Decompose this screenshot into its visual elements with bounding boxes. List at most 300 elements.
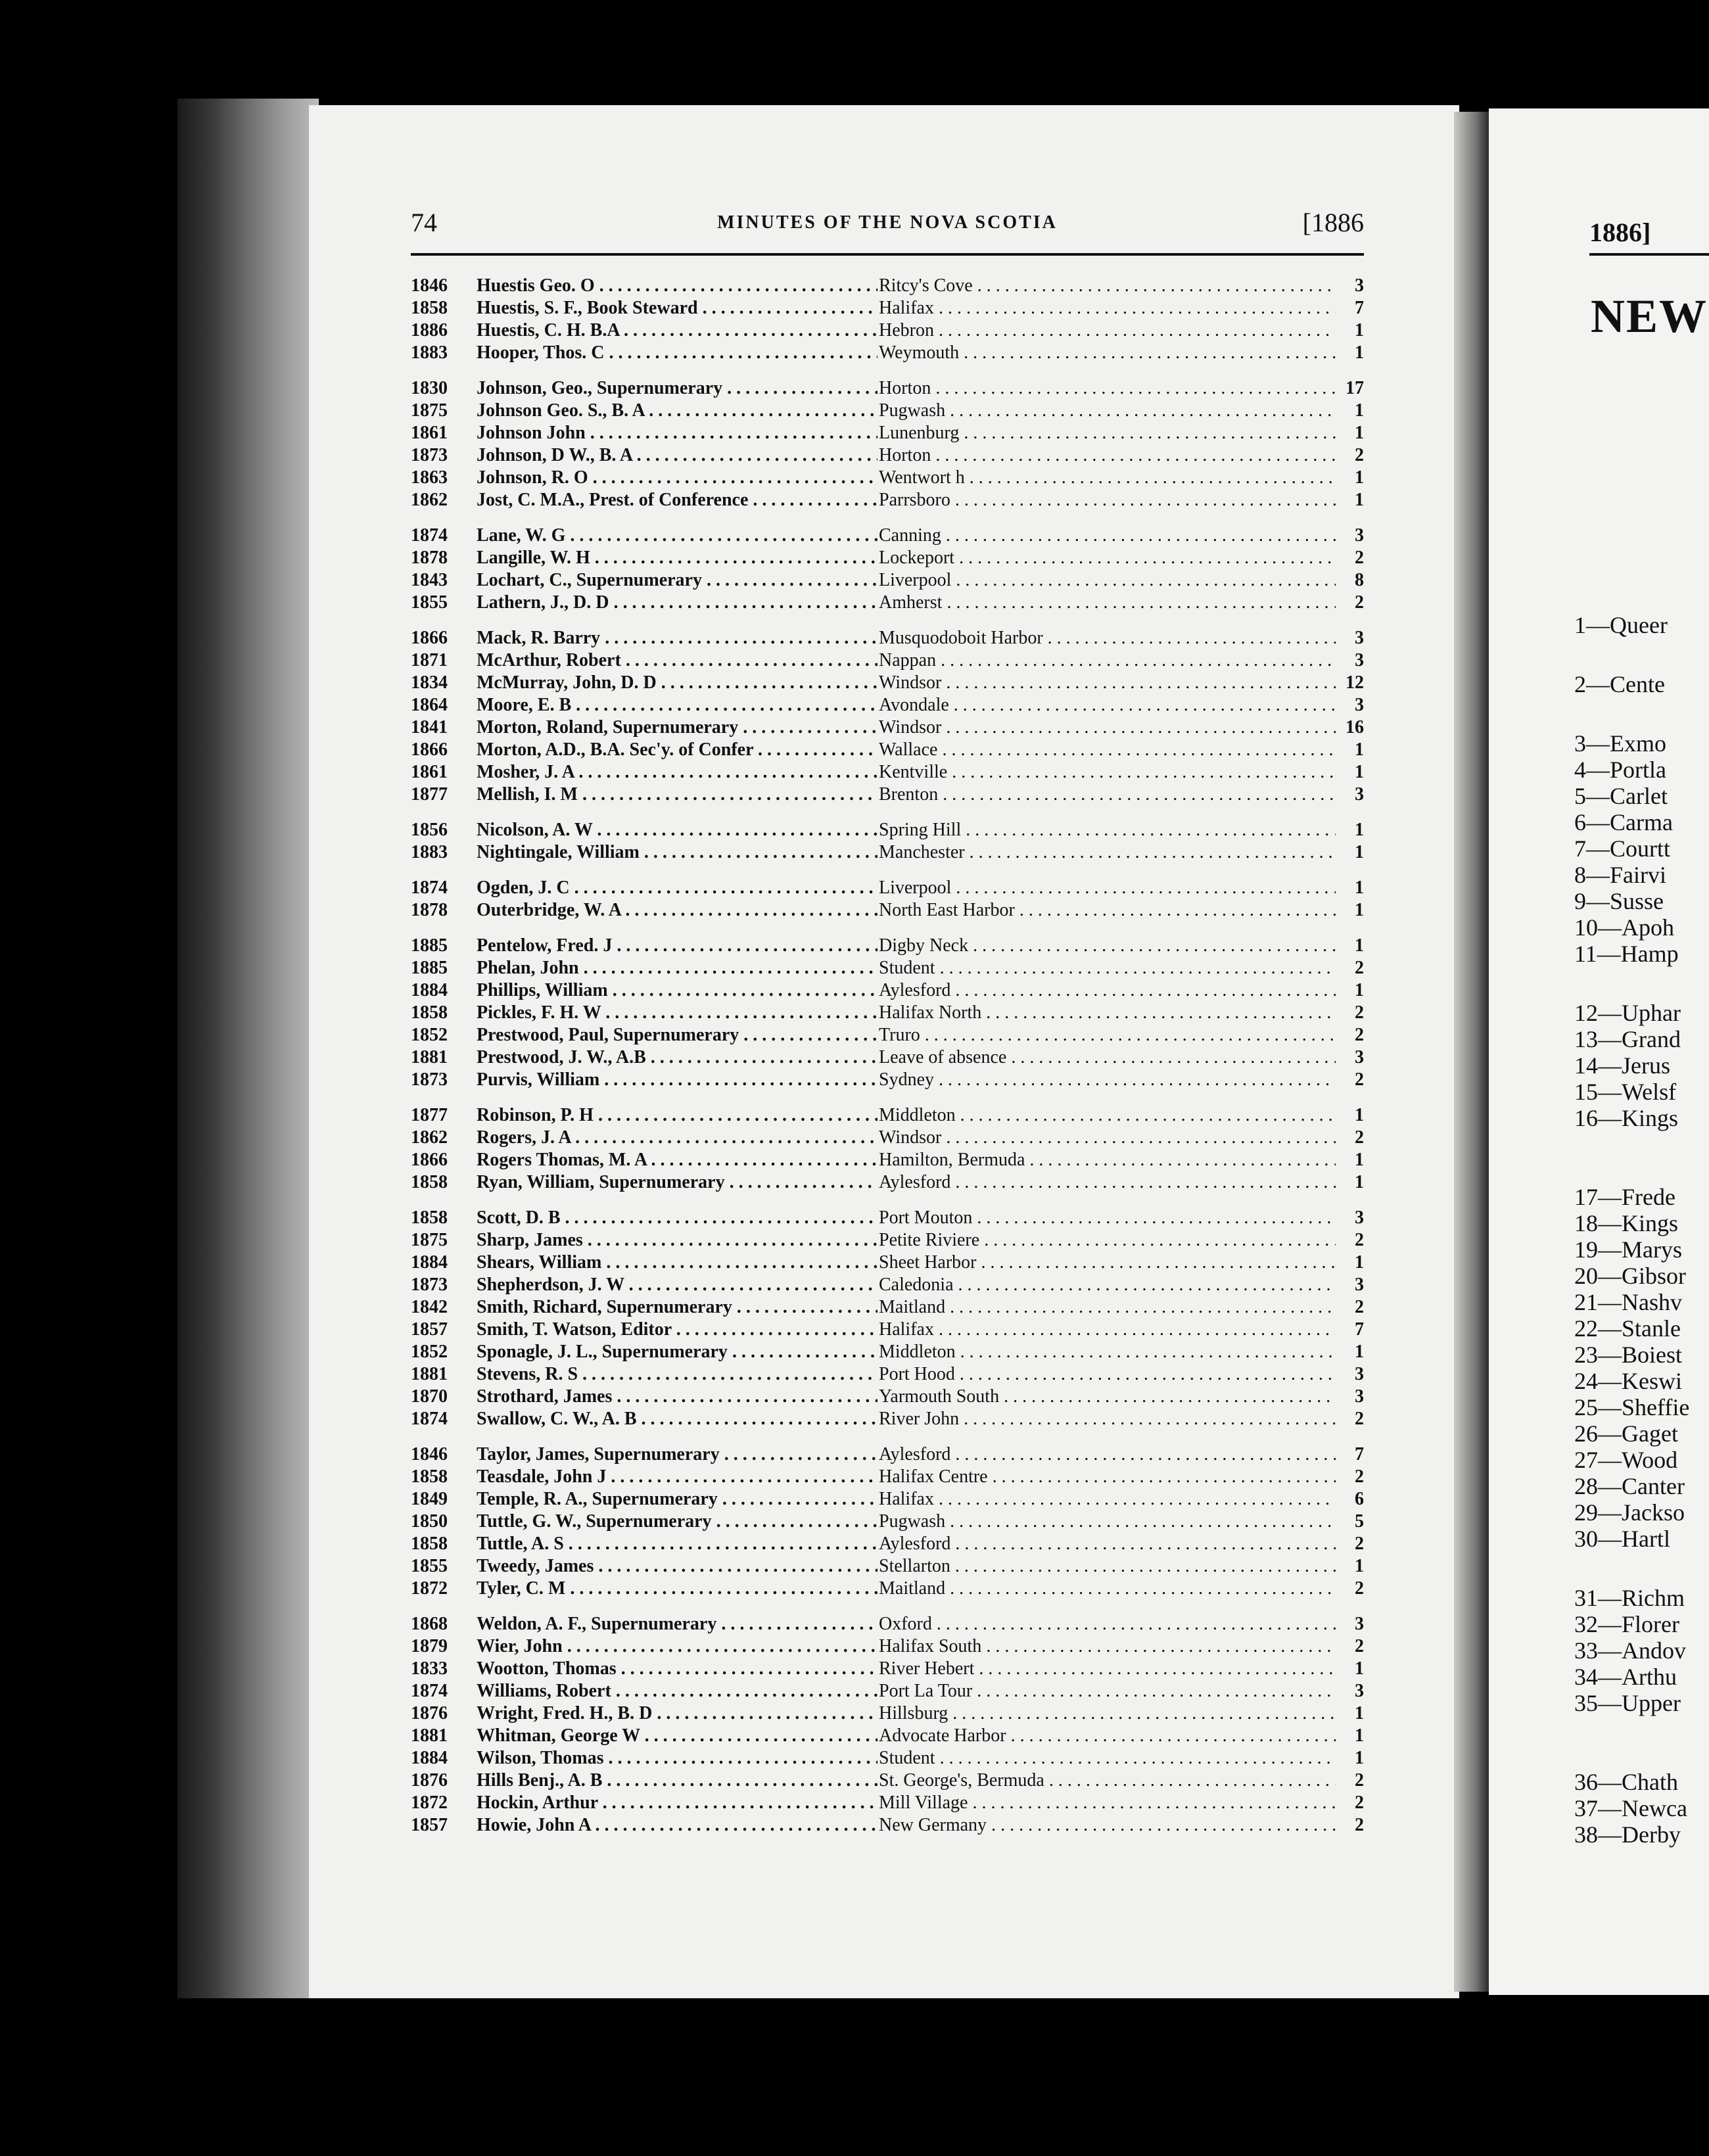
entry-station: Kentville . . .: [879, 761, 1336, 784]
entry-station: Aylesford . . .: [879, 1533, 1336, 1555]
entry-years: 3: [1355, 275, 1364, 296]
entry-name: Swallow, C. W., A. B . . .: [477, 1408, 878, 1430]
entry-year: 1881: [411, 1364, 448, 1384]
entry-name: McArthur, Robert . . .: [477, 649, 878, 672]
entry-station: Wentwort h . . .: [879, 467, 1336, 489]
entry-station: Wallace . . .: [879, 739, 1336, 761]
list-item: [411, 957, 1364, 979]
entry-name: Pickles, F. H. W . . .: [477, 1002, 878, 1024]
entry-years: 16: [1346, 717, 1364, 738]
entry-station: Lunenburg . . .: [879, 422, 1336, 444]
entry-year: 1881: [411, 1725, 448, 1746]
entry-years: 2: [1355, 592, 1364, 613]
entry-year: 1856: [411, 820, 448, 840]
entry-year: 1884: [411, 1252, 448, 1273]
list-item: [411, 547, 1364, 569]
list-item: [411, 1127, 1364, 1149]
list-item: [411, 422, 1364, 444]
entry-years: 1: [1355, 467, 1364, 488]
entry-name: Phelan, John . . .: [477, 957, 878, 979]
list-item: [411, 1635, 1364, 1658]
entry-year: 1875: [411, 400, 448, 421]
entry-station: Nappan . . .: [879, 649, 1336, 672]
entry-name: Lochart, C., Supernumerary . . .: [477, 569, 878, 592]
list-item: [411, 1555, 1364, 1578]
list-item: [411, 1046, 1364, 1069]
entry-year: 1830: [411, 378, 448, 398]
entry-years: 1: [1355, 1658, 1364, 1679]
entry-station: New Germany . . .: [879, 1814, 1336, 1837]
list-item: [411, 1252, 1364, 1274]
list-item: [411, 1488, 1364, 1511]
entry-years: 2: [1355, 1578, 1364, 1599]
list-item: [411, 784, 1364, 806]
entry-station: Halifax . . .: [879, 297, 1336, 319]
entry-year: 1852: [411, 1342, 448, 1362]
entry-name: Jost, C. M.A., Prest. of Conference . . .: [477, 489, 878, 511]
entry-station: Port Mouton . . .: [879, 1207, 1336, 1229]
list-item: [411, 819, 1364, 841]
entry-name: Tweedy, James . . .: [477, 1555, 878, 1578]
entry-name: Johnson, D W., B. A . . .: [477, 444, 878, 467]
entry-name: Tuttle, G. W., Supernumerary . . .: [477, 1511, 878, 1533]
entry-name: Moore, E. B . . .: [477, 694, 878, 716]
list-item: [411, 761, 1364, 784]
entry-station: Petite Riviere . . .: [879, 1229, 1336, 1252]
right-list-item: 4—Portla: [1574, 757, 1666, 783]
entry-name: Nightingale, William . . .: [477, 841, 878, 864]
entry-year: 1858: [411, 1466, 448, 1487]
entry-station: Horton . . .: [879, 444, 1336, 467]
entry-year: 1846: [411, 1444, 448, 1465]
entry-years: 3: [1355, 1614, 1364, 1634]
list-item: [411, 1443, 1364, 1466]
entry-station: Brenton . . .: [879, 784, 1336, 806]
list-item: [411, 1207, 1364, 1229]
list-item: [411, 1149, 1364, 1171]
entry-name: Wright, Fred. H., B. D . . .: [477, 1702, 878, 1725]
entry-year: 1864: [411, 695, 448, 715]
entry-name: McMurray, John, D. D . . .: [477, 672, 878, 694]
entry-name: Shears, William . . .: [477, 1252, 878, 1274]
list-item: [411, 1274, 1364, 1296]
entry-years: 2: [1355, 548, 1364, 568]
entry-years: 3: [1355, 1275, 1364, 1295]
entry-station: Maitland . . .: [879, 1296, 1336, 1319]
entry-name: Lane, W. G . . .: [477, 525, 878, 547]
entry-station: Musquodoboit Harbor . . .: [879, 627, 1336, 649]
entry-years: 3: [1355, 525, 1364, 546]
list-item: [411, 400, 1364, 422]
entry-year: 1855: [411, 1556, 448, 1576]
entry-station: Caledonia . . .: [879, 1274, 1336, 1296]
right-list-item: 9—Susse: [1574, 888, 1664, 914]
entry-station: Middleton . . .: [879, 1104, 1336, 1127]
entry-station: Liverpool . . .: [879, 569, 1336, 592]
list-item: [411, 1613, 1364, 1635]
entry-name: Phillips, William . . .: [477, 979, 878, 1002]
entry-station: River Hebert . . .: [879, 1658, 1336, 1680]
right-list-item: 28—Canter: [1574, 1473, 1685, 1499]
entry-years: 1: [1355, 342, 1364, 363]
entry-years: 1: [1355, 762, 1364, 782]
entry-years: 3: [1355, 650, 1364, 670]
entry-years: 1: [1355, 1252, 1364, 1273]
entry-years: 1: [1355, 1342, 1364, 1362]
list-item: [411, 1658, 1364, 1680]
entry-name: Mellish, I. M . . .: [477, 784, 878, 806]
entry-name: Pentelow, Fred. J . . .: [477, 935, 878, 957]
entry-years: 1: [1355, 423, 1364, 443]
list-item: [411, 935, 1364, 957]
entry-station: Oxford . . .: [879, 1613, 1336, 1635]
entry-years: 3: [1355, 784, 1364, 805]
entry-station: Port La Tour . . .: [879, 1680, 1336, 1702]
list-item: [411, 1363, 1364, 1386]
entry-years: 2: [1355, 1770, 1364, 1791]
right-list-item: 36—Chath: [1574, 1769, 1678, 1795]
entry-name: Tuttle, A. S . . .: [477, 1533, 878, 1555]
list-item: [411, 877, 1364, 899]
entry-year: 1862: [411, 490, 448, 510]
list-item: [411, 627, 1364, 649]
entry-year: 1842: [411, 1297, 448, 1317]
entry-station: Hebron . . .: [879, 319, 1336, 342]
entry-year: 1876: [411, 1703, 448, 1723]
list-item: [411, 319, 1364, 342]
entry-station: Halifax North . . .: [879, 1002, 1336, 1024]
entry-years: 2: [1355, 1230, 1364, 1250]
entry-year: 1874: [411, 1681, 448, 1701]
right-list-item: 6—Carma: [1574, 809, 1673, 835]
entry-station: St. George's, Bermuda . . .: [879, 1769, 1336, 1792]
right-list-item: 12—Uphar: [1574, 1000, 1681, 1026]
entry-years: 2: [1355, 1466, 1364, 1487]
entry-years: 3: [1355, 1047, 1364, 1067]
right-header-year: 1886]: [1589, 218, 1651, 247]
right-list-item: 35—Upper: [1574, 1690, 1681, 1716]
entry-name: Morton, A.D., B.A. Sec'y. of Confer . . .: [477, 739, 878, 761]
entry-name: Outerbridge, W. A . . .: [477, 899, 878, 922]
list-item: [411, 1024, 1364, 1046]
right-list-item: 23—Boiest: [1574, 1342, 1683, 1368]
entry-years: 1: [1355, 842, 1364, 862]
list-item: [411, 1792, 1364, 1814]
entry-station: Advocate Harbor . . .: [879, 1725, 1336, 1747]
list-item: [411, 1814, 1364, 1837]
right-list-item: 29—Jackso: [1574, 1499, 1685, 1526]
entry-years: 1: [1355, 490, 1364, 510]
entry-station: Canning . . .: [879, 525, 1336, 547]
entry-name: Prestwood, Paul, Supernumerary . . .: [477, 1024, 878, 1046]
entry-name: Tyler, C. M . . .: [477, 1578, 878, 1600]
entry-name: Hooper, Thos. C . . .: [477, 342, 878, 364]
entry-year: 1871: [411, 650, 448, 670]
list-item: [411, 1229, 1364, 1252]
book-spine: [177, 99, 319, 1998]
entry-name: Robinson, P. H . . .: [477, 1104, 878, 1127]
entry-years: 3: [1355, 695, 1364, 715]
entry-name: Purvis, William . . .: [477, 1069, 878, 1091]
entry-years: 7: [1355, 1444, 1364, 1465]
entry-station: Aylesford . . .: [879, 1171, 1336, 1194]
entry-year: 1874: [411, 525, 448, 546]
entry-years: 5: [1355, 1511, 1364, 1532]
entry-station: Windsor . . .: [879, 1127, 1336, 1149]
entry-year: 1868: [411, 1614, 448, 1634]
right-list-item: 8—Fairvi: [1574, 862, 1666, 888]
entry-name: Johnson Geo. S., B. A . . .: [477, 400, 878, 422]
entry-station: Halifax . . .: [879, 1319, 1336, 1341]
entry-years: 2: [1355, 1815, 1364, 1835]
list-item: [411, 1578, 1364, 1600]
entry-years: 1: [1355, 1150, 1364, 1170]
entry-year: 1858: [411, 298, 448, 318]
entry-name: Scott, D. B . . .: [477, 1207, 878, 1229]
entry-year: 1874: [411, 878, 448, 898]
entry-name: Huestis, S. F., Book Steward . . .: [477, 297, 878, 319]
entry-years: 7: [1355, 1319, 1364, 1340]
entry-year: 1873: [411, 445, 448, 465]
entry-year: 1855: [411, 592, 448, 613]
entry-station: Stellarton . . .: [879, 1555, 1336, 1578]
right-list-item: 19—Marys: [1574, 1236, 1682, 1263]
entry-name: Weldon, A. F., Supernumerary . . .: [477, 1613, 878, 1635]
list-item: [411, 1747, 1364, 1769]
entry-years: 2: [1355, 1002, 1364, 1023]
entry-name: Smith, T. Watson, Editor . . .: [477, 1319, 878, 1341]
entry-station: Weymouth . . .: [879, 342, 1336, 364]
entry-year: 1883: [411, 842, 448, 862]
right-header-rule: [1589, 253, 1709, 256]
entry-years: 2: [1355, 445, 1364, 465]
entry-years: 1: [1355, 878, 1364, 898]
page-header: [411, 207, 1364, 246]
entry-year: 1852: [411, 1025, 448, 1045]
entry-years: 1: [1355, 1556, 1364, 1576]
entry-station: Hillsburg . . .: [879, 1702, 1336, 1725]
right-list-item: 27—Wood: [1574, 1447, 1678, 1473]
right-list-item: 37—Newca: [1574, 1795, 1687, 1821]
entry-year: 1866: [411, 1150, 448, 1170]
entry-years: 2: [1355, 1127, 1364, 1148]
entry-station: Hamilton, Bermuda . . .: [879, 1149, 1336, 1171]
right-list-item: 38—Derby: [1574, 1821, 1681, 1848]
right-list-item: 3—Exmo: [1574, 730, 1666, 757]
entry-name: Wootton, Thomas . . .: [477, 1658, 878, 1680]
entry-year: 1858: [411, 1534, 448, 1554]
list-item: [411, 672, 1364, 694]
entry-years: 2: [1355, 1793, 1364, 1813]
header-rule: [411, 253, 1364, 256]
entry-name: Lathern, J., D. D . . .: [477, 592, 878, 614]
entry-name: Temple, R. A., Supernumerary . . .: [477, 1488, 878, 1511]
right-list-item: 32—Florer: [1574, 1611, 1679, 1637]
entry-year: 1876: [411, 1770, 448, 1791]
list-item: [411, 1680, 1364, 1702]
entry-station: Amherst . . .: [879, 592, 1336, 614]
right-list-item: 1—Queer: [1574, 612, 1668, 638]
entry-station: North East Harbor . . .: [879, 899, 1336, 922]
entry-years: 3: [1355, 1207, 1364, 1228]
entry-year: 1857: [411, 1319, 448, 1340]
entry-years: 1: [1355, 1105, 1364, 1125]
entry-station: Ritcy's Cove . . .: [879, 275, 1336, 297]
entry-name: Ogden, J. C . . .: [477, 877, 878, 899]
right-page-heading: NEW: [1591, 290, 1708, 342]
entry-station: Aylesford . . .: [879, 979, 1336, 1002]
entry-name: Smith, Richard, Supernumerary . . .: [477, 1296, 878, 1319]
entry-years: 2: [1355, 1534, 1364, 1554]
header-year: [1886: [1302, 208, 1364, 237]
right-list-item: 20—Gibsor: [1574, 1263, 1686, 1289]
entry-station: Windsor . . .: [879, 672, 1336, 694]
list-item: [411, 377, 1364, 400]
page-gutter: [1454, 112, 1490, 1992]
entry-years: 1: [1355, 935, 1364, 956]
entry-years: 1: [1355, 320, 1364, 340]
entry-year: 1858: [411, 1172, 448, 1192]
entry-station: Yarmouth South . . .: [879, 1386, 1336, 1408]
entry-years: 2: [1355, 1409, 1364, 1429]
entry-name: Mack, R. Barry . . .: [477, 627, 878, 649]
list-item: [411, 1533, 1364, 1555]
list-item: [411, 841, 1364, 864]
right-list-item: 2—Cente: [1574, 671, 1665, 697]
entry-name: Langille, W. H . . .: [477, 547, 878, 569]
entry-years: 2: [1355, 1297, 1364, 1317]
entry-year: 1874: [411, 1409, 448, 1429]
list-item: [411, 1702, 1364, 1725]
entry-year: 1884: [411, 1748, 448, 1768]
entry-year: 1883: [411, 342, 448, 363]
right-list-item: 34—Arthu: [1574, 1664, 1677, 1690]
entry-year: 1866: [411, 628, 448, 648]
entry-years: 3: [1355, 1386, 1364, 1407]
entry-year: 1858: [411, 1207, 448, 1228]
entry-years: 1: [1355, 400, 1364, 421]
entry-name: Howie, John A . . .: [477, 1814, 878, 1837]
entry-years: 1: [1355, 1725, 1364, 1746]
entry-year: 1849: [411, 1489, 448, 1509]
entry-station: Port Hood . . .: [879, 1363, 1336, 1386]
right-list-item: 11—Hamp: [1574, 941, 1679, 967]
entry-name: Wier, John . . .: [477, 1635, 878, 1658]
list-item: [411, 1171, 1364, 1194]
list-item: [411, 592, 1364, 614]
entry-years: 3: [1355, 1364, 1364, 1384]
entry-year: 1833: [411, 1658, 448, 1679]
entry-name: Johnson John . . .: [477, 422, 878, 444]
list-item: [411, 1069, 1364, 1091]
list-item: [411, 716, 1364, 739]
entry-name: Sponagle, J. L., Supernumerary . . .: [477, 1341, 878, 1363]
entry-year: 1857: [411, 1815, 448, 1835]
entry-name: Prestwood, J. W., A.B . . .: [477, 1046, 878, 1069]
list-item: [411, 467, 1364, 489]
right-list-item: 33—Andov: [1574, 1637, 1686, 1664]
entry-years: 1: [1355, 739, 1364, 760]
right-list-item: 13—Grand: [1574, 1026, 1681, 1052]
entry-station: Halifax Centre . . .: [879, 1466, 1336, 1488]
right-list-item: 31—Richm: [1574, 1585, 1685, 1611]
entry-name: Johnson, R. O . . .: [477, 467, 878, 489]
entry-year: 1878: [411, 548, 448, 568]
entry-years: 3: [1355, 628, 1364, 648]
entry-station: Student . . .: [879, 1747, 1336, 1769]
entry-year: 1873: [411, 1069, 448, 1090]
right-list-item: 15—Welsf: [1574, 1079, 1677, 1105]
entry-name: Rogers Thomas, M. A . . .: [477, 1149, 878, 1171]
entry-station: Lockeport . . .: [879, 547, 1336, 569]
entry-years: 1: [1355, 1172, 1364, 1192]
entry-station: Pugwash . . .: [879, 1511, 1336, 1533]
entry-station: Maitland . . .: [879, 1578, 1336, 1600]
entry-years: 3: [1355, 1681, 1364, 1701]
entry-name: Hills Benj., A. B . . .: [477, 1769, 878, 1792]
entry-station: Halifax South . . .: [879, 1635, 1336, 1658]
right-list-item: 25—Sheffie: [1574, 1394, 1690, 1420]
entry-year: 1875: [411, 1230, 448, 1250]
right-list-item: 21—Nashv: [1574, 1289, 1682, 1315]
entry-years: 1: [1355, 1703, 1364, 1723]
right-list-item: 30—Hartl: [1574, 1526, 1670, 1552]
entry-years: 1: [1355, 980, 1364, 1000]
list-item: [411, 275, 1364, 297]
list-item: [411, 694, 1364, 716]
entry-name: Williams, Robert . . .: [477, 1680, 878, 1702]
entry-station: Avondale . . .: [879, 694, 1336, 716]
entry-name: Strothard, James . . .: [477, 1386, 878, 1408]
list-item: [411, 1296, 1364, 1319]
entry-station: Manchester . . .: [879, 841, 1336, 864]
entry-station: Parrsboro . . .: [879, 489, 1336, 511]
entry-year: 1861: [411, 762, 448, 782]
list-item: [411, 444, 1364, 467]
right-list-item: 5—Carlet: [1574, 783, 1668, 809]
entry-years: 17: [1346, 378, 1364, 398]
minister-list: [411, 275, 1364, 1837]
entry-year: 1879: [411, 1636, 448, 1656]
list-item: [411, 525, 1364, 547]
list-item: [411, 342, 1364, 364]
entry-name: Shepherdson, J. W . . .: [477, 1274, 878, 1296]
entry-station: Liverpool . . .: [879, 877, 1336, 899]
entry-year: 1881: [411, 1047, 448, 1067]
list-item: [411, 1408, 1364, 1430]
entry-station: Mill Village . . .: [879, 1792, 1336, 1814]
list-item: [411, 1002, 1364, 1024]
entry-station: Halifax . . .: [879, 1488, 1336, 1511]
right-list-item: 7—Courtt: [1574, 835, 1671, 862]
entry-station: Truro . . .: [879, 1024, 1336, 1046]
entry-years: 2: [1355, 1025, 1364, 1045]
entry-year: 1858: [411, 1002, 448, 1023]
entry-year: 1884: [411, 980, 448, 1000]
entry-year: 1872: [411, 1793, 448, 1813]
entry-year: 1886: [411, 320, 448, 340]
entry-year: 1878: [411, 900, 448, 920]
entry-years: 7: [1355, 298, 1364, 318]
right-list-item: 22—Stanle: [1574, 1315, 1681, 1342]
entry-year: 1862: [411, 1127, 448, 1148]
entry-name: Whitman, George W . . .: [477, 1725, 878, 1747]
entry-station: Digby Neck . . .: [879, 935, 1336, 957]
entry-year: 1861: [411, 423, 448, 443]
entry-years: 2: [1355, 1636, 1364, 1656]
right-list-item: 14—Jerus: [1574, 1052, 1670, 1079]
entry-station: Middleton . . .: [879, 1341, 1336, 1363]
